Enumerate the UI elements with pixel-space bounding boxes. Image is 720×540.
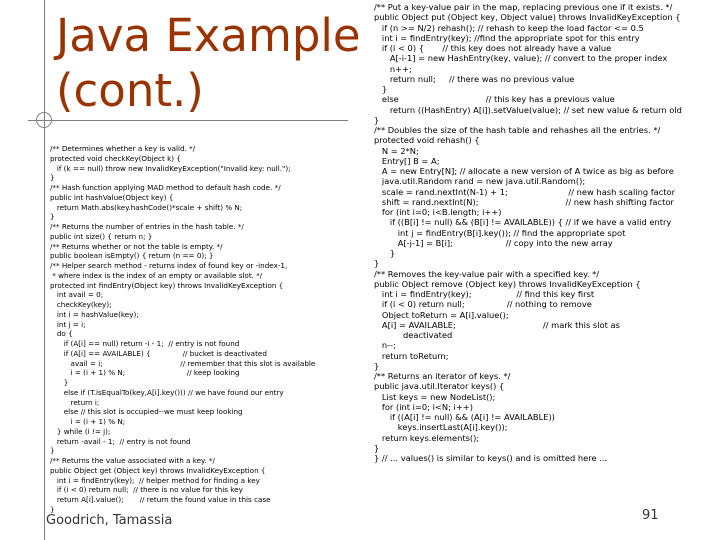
code-line: checkKey(key);: [50, 300, 112, 309]
code-line: public java.util.Iterator keys() {: [374, 381, 505, 392]
code-line: int i = findEntry(key); // helper method for finding a key: [50, 475, 260, 485]
code-line: /** Returns the value associated with a key. */: [50, 456, 215, 465]
code-line: Object toReturn = A[i].value();: [374, 309, 509, 320]
page-number: 91: [642, 508, 659, 523]
code-line: deactivated: [374, 330, 453, 340]
code-line: public Object get (Object key) throws InvalidKeyException {: [50, 465, 266, 475]
code-line: protected int findEntry(Object key) throws InvalidKeyException {: [50, 280, 284, 290]
code-line: }: [50, 504, 55, 514]
code-line: do {: [50, 329, 73, 339]
code-line: A[-i-1] = new HashEntry(key, value); // convert to the proper index: [374, 53, 668, 64]
code-line: return keys.elements();: [374, 432, 480, 443]
code-line: n--;: [374, 340, 396, 351]
code-line: /** Returns an iterator of keys. */: [374, 371, 511, 381]
code-line: if (i < 0) return null; // nothing to remove: [374, 299, 592, 310]
code-line: else if (T.isEqualTo(key,A[i].key())) // we have found our entry: [50, 387, 284, 397]
code-line: * where index is the index of an empty or available slot. */: [50, 270, 263, 280]
code-line: protected void checkKey(Object k) {: [50, 153, 181, 163]
code-line: A[i] = AVAILABLE; // mark this slot as: [374, 319, 620, 330]
code-line: Entry[] B = A;: [374, 155, 440, 166]
code-line: int i = findEntry(key); //find the appropriate spot for this entry: [374, 32, 640, 43]
code-line: int j = findEntry(B[i].key()); // find the appropriate spot: [374, 227, 626, 238]
code-line: if ((B[i] != null) && (B[i] != AVAILABLE)) { // if we have a valid entry: [374, 217, 672, 228]
code-line: shift = rand.nextInt(N); // new hash shifting factor: [374, 196, 674, 207]
code-line: protected void rehash() {: [374, 135, 480, 146]
vertical-rule: [44, 0, 45, 540]
code-line: List keys = new NodeList();: [374, 391, 496, 402]
code-line: int i = hashValue(key);: [50, 309, 139, 319]
code-line: return i;: [50, 397, 100, 407]
horizontal-rule: [28, 120, 348, 121]
code-line: if (n >= N/2) rehash(); // rehash to keep the load factor <= 0.5: [374, 22, 644, 33]
code-line: public boolean isEmpty() { return (n == 0); }: [50, 251, 214, 261]
code-line: /** Hash function applying MAD method to default hash code. */: [50, 183, 281, 192]
slide-title-line1: Java Example: [56, 9, 361, 62]
rule-crosshair-circle: [36, 112, 52, 128]
slide-title-line2: (cont.): [56, 64, 204, 117]
code-line: return A[i].value(); // return the found value in this case: [50, 495, 271, 504]
code-line: if (i < 0) return null; // there is no value for this key: [50, 485, 243, 495]
code-line: avail = i; // remember that this slot is available: [50, 358, 316, 368]
code-line: }: [374, 258, 380, 269]
code-line: return toReturn;: [374, 350, 449, 361]
left-code-block: [50, 144, 315, 515]
code-line: public int size() { return n; }: [50, 231, 153, 241]
code-line: int avail = 0;: [50, 290, 104, 300]
code-line: /** Determines whether a key is valid. */: [50, 144, 196, 153]
slide-title: [56, 8, 361, 118]
code-line: public int hashValue(Object key) {: [50, 192, 174, 202]
code-line: /** Helper search method - returns index of found key or -index-1,: [50, 261, 288, 270]
code-line: else // this slot is occupied--we must keep looking: [50, 407, 243, 417]
code-line: scale = rand.nextInt(N-1) + 1; // new hash scaling factor: [374, 186, 676, 197]
code-line: java.util.Random rand = new java.util.Random();: [374, 176, 586, 187]
code-line: }: [374, 442, 380, 453]
code-line: /** Returns whether or not the table is empty. */: [50, 241, 223, 251]
code-line: }: [374, 360, 380, 371]
code-line: n++;: [374, 63, 412, 74]
code-line: return ((HashEntry) A[i]).setValue(value); // set new value & return old: [374, 104, 682, 115]
code-line: int j = i;: [50, 319, 86, 329]
code-line: }: [50, 446, 55, 456]
code-line: if (A[i] == AVAILABLE) { // bucket is deactivated: [50, 348, 267, 358]
code-line: }: [374, 248, 396, 258]
footer-author: Goodrich, Tamassia: [46, 513, 173, 528]
code-line: }: [374, 84, 388, 94]
code-line: }: [374, 114, 380, 125]
code-line: return null; // there was no previous value: [374, 73, 575, 84]
code-line: N = 2*N;: [374, 145, 419, 156]
code-line: /** Doubles the size of the hash table and rehashes all the entries. */: [374, 125, 661, 135]
code-line: } while (i != j);: [50, 426, 111, 436]
code-line: for (int i=0; i<B.length; i++): [374, 207, 502, 217]
code-line: A[-j-1] = B[i]; // copy into the new array: [374, 237, 613, 248]
code-line: if (A[i] == null) return -i - 1; // entry is not found: [50, 339, 240, 348]
code-line: }: [50, 212, 55, 222]
code-line: if ((A[i] != null) && (A[i] != AVAILABLE)): [374, 412, 555, 422]
code-line: int i = findEntry(key); // find this key first: [374, 289, 595, 299]
code-line: }: [50, 173, 55, 183]
code-line: if (i < 0) { // this key does not already have a value: [374, 43, 612, 53]
code-line: }: [50, 378, 69, 387]
code-line: keys.insertLast(A[i].key());: [374, 422, 508, 433]
code-line: if (k == null) throw new InvalidKeyException("Invalid key: null.");: [50, 163, 291, 173]
code-line: } // ... values() is similar to keys() and is omitted here ...: [374, 453, 608, 463]
code-line: public Object put (Object key, Object value) throws InvalidKeyException {: [374, 12, 681, 23]
code-line: /** Put a key-value pair in the map, replacing previous one if it exists. */: [374, 2, 673, 12]
code-line: for (int i=0; i<N; i++): [374, 401, 473, 412]
code-line: i = (i + 1) % N;: [50, 417, 126, 426]
code-line: public Object remove (Object key) throws InvalidKeyException {: [374, 278, 641, 289]
code-line: /** Returns the number of entries in the hash table. */: [50, 222, 244, 231]
code-line: else // this key has a previous value: [374, 94, 615, 105]
code-line: A = new Entry[N]; // allocate a new version of A twice as big as before: [374, 166, 674, 176]
code-line: i = (i + 1) % N; // keep looking: [50, 368, 240, 378]
code-line: /** Removes the key-value pair with a specified key. */: [374, 268, 600, 279]
code-line: return Math.abs(key.hashCode()*scale + shift) % N;: [50, 202, 243, 212]
code-line: return -avail - 1; // entry is not found: [50, 436, 191, 446]
right-code-block: [374, 2, 682, 463]
